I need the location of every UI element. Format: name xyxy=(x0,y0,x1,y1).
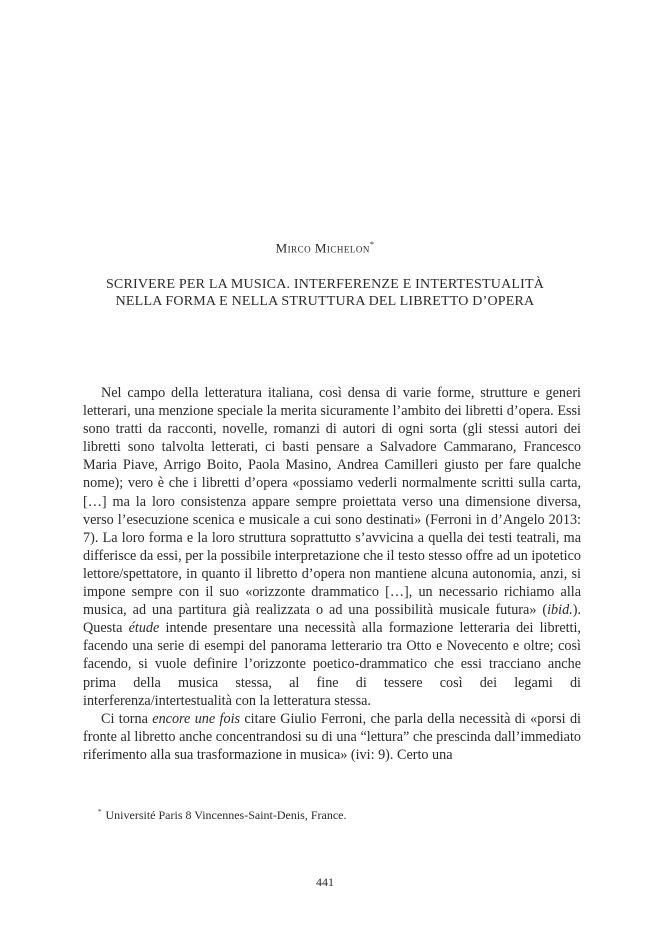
paragraph-2-italic-a: encore une fois xyxy=(152,710,241,727)
author-name xyxy=(0,240,650,256)
paragraph-2-text-b: citare Giulio Ferroni, che parla della necessità di «porsi di fronte al libretto anche concentrandosi su di una “lettura” che prescinda dall’immediato riferimento alla sua trasformazione in musica» (ivi: 9). Certo una xyxy=(83,710,581,763)
paragraph-2 xyxy=(83,710,581,764)
article-title xyxy=(70,276,580,310)
paragraph-1-text-b: ). Questa xyxy=(83,602,581,637)
footnote-mark: * xyxy=(98,808,102,816)
author-footnote-mark: * xyxy=(369,240,375,249)
paragraph-2-text-a: Ci torna xyxy=(101,710,153,727)
paragraph-1-italic-a: ibid. xyxy=(547,602,573,619)
paragraph-1-text-c: intende presentare una necessità alla formazione letteraria dei libretti, facendo una serie di esempi del panorama letterario tra Otto e Novecento e oltre; così facendo, si vuole definire l’orizzonte poetico-drammatico che essi tracciano anche prima della musica stessa, al fine di tessere così dei legami di interferenza/intertestualità con la letteratura stessa. xyxy=(83,620,581,709)
title-line-2: NELLA FORMA E NELLA STRUTTURA DEL LIBRETTO D’OPERA xyxy=(115,294,535,309)
author-name-text: Mirco Michelon xyxy=(275,240,370,256)
paragraph-1 xyxy=(83,384,581,710)
footnote-text: Université Paris 8 Vincennes-Saint-Denis, France. xyxy=(105,808,347,822)
page-number: 441 xyxy=(316,875,334,889)
article-body xyxy=(83,384,581,764)
title-line-1: SCRIVERE PER LA MUSICA. INTERFERENZE E INTERTESTUALITÀ xyxy=(105,277,545,292)
paragraph-1-italic-b: étude xyxy=(128,620,160,637)
footnote xyxy=(98,808,578,823)
paragraph-1-text-a: Nel campo della letteratura italiana, così densa di varie forme, strutture e generi letterari, una menzione speciale la merita sicuramente l’ambito dei libretti d’opera. Essi sono tratti da racconti, novelle, romanzi di autori di ogni sorta (gli stessi autori dei libretti sono talvolta letterati, ci basti pensare a Salvadore Cammarano, Francesco Maria Piave, Arrigo Boito, Paola Masino, Andrea Camilleri giusto per fare qualche nome); vero è che i libretti d’opera «possiamo vederli normalmente scritti sulla carta, […] ma la loro consistenza appare sempre proiettata verso una dimensione diversa, verso l’esecuzione scenica e musicale a cui sono destinati» (Ferroni in d’Angelo 2013: 7). La loro forma e la loro struttura soprattutto s’avvicina a quella dei testi teatrali, ma differisce da essi, per la possibile interpretazione che il testo stesso offre ad un ipotetico lettore/spettatore, in quanto il libretto d’opera non mantiene alcuna autonomia, anzi, si impone sempre con il suo «orizzonte drammatico […], un necessario richiamo alla musica, ad una partitura già realizzata o ad una possibilità musicale futura» ( xyxy=(83,385,581,619)
